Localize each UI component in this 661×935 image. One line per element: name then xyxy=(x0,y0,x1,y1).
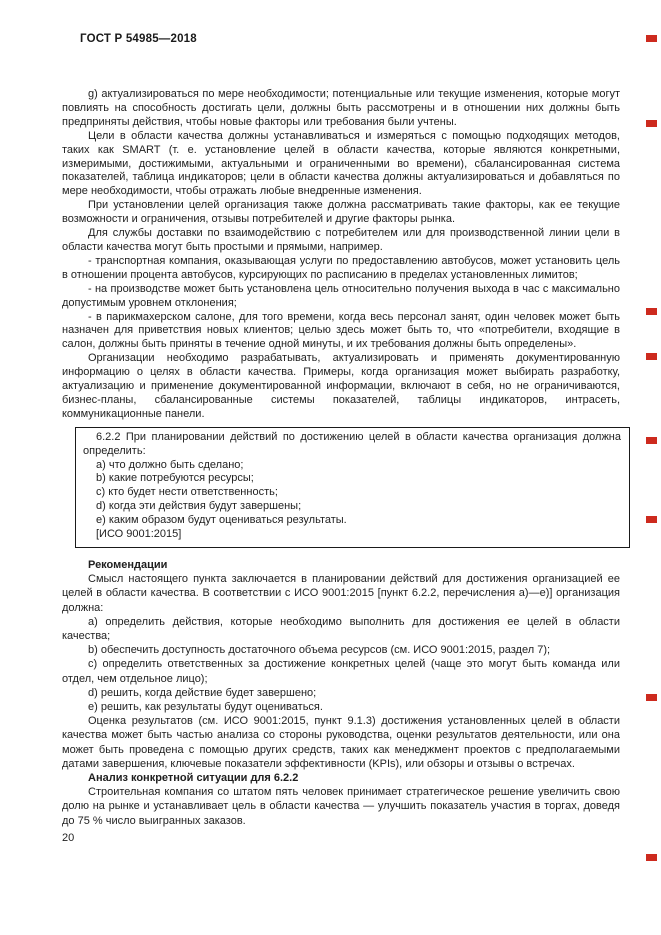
recommendations-item-b: b) обеспечить доступность достаточного объема ресурсов (см. ИСО 9001:2015, раздел 7); xyxy=(88,644,551,657)
recommendations-item-c: c) определить ответственных за достижение конкретных целей (чаще это могут быть команда или отдел, чем отдельное лицо); xyxy=(62,658,620,685)
quote-box-source: [ИСО 9001:2015] xyxy=(96,528,182,541)
document-header: ГОСТ Р 54985—2018 xyxy=(80,33,197,45)
list-item-production: - на производстве может быть установлена цель относительно получения выхода в час с максимально допустимым уровнем отклонения; xyxy=(62,282,620,309)
quote-box-intro: 6.2.2 При планировании действий по достижению целей в области качества организация должна определить: xyxy=(83,430,621,457)
annotation-marker xyxy=(646,120,657,127)
annotation-marker xyxy=(646,854,657,861)
paragraph-g: g) актуализироваться по мере необходимости; потенциальные или текущие изменения, которые могут повлиять на способность достигать цели, должны быть рассмотрены и в отношении них должны быть предприняты действия, чтобы новые факторы или требования были учтены. xyxy=(62,88,620,128)
quote-box-item-a: a) что должно быть сделано; xyxy=(96,458,244,471)
quote-box-item-e: e) каким образом будут оцениваться результаты. xyxy=(96,514,347,527)
quote-box xyxy=(75,427,630,548)
recommendations-item-a: a) определить действия, которые необходимо выполнить для достижения ее целей в области качества; xyxy=(62,615,620,643)
annotation-marker xyxy=(646,308,657,315)
quote-box-item-d: d) когда эти действия будут завершены; xyxy=(96,500,302,513)
recommendations-intro: Смысл настоящего пункта заключается в планировании действий для достижения организацией ее целей в области качества. В соответствии с ИСО 9001:2015 [пункт 6.2.2, перечисления a)—e)] организация должна: xyxy=(62,573,620,614)
page-content xyxy=(62,88,620,845)
annotation-marker xyxy=(646,516,657,523)
page-number: 20 xyxy=(62,831,75,844)
annotation-marker xyxy=(646,437,657,444)
quote-box-item-c: c) кто будет нести ответственность; xyxy=(96,486,278,499)
list-item-salon: - в парикмахерском салоне, для того времени, когда весь персонал занят, один человек может быть назначен для приветствия новых клиентов; целью здесь может быть то, что «потребители, входящие в салон, должны быть приняты в течение одной минуты, и их требования должны быть определены». xyxy=(62,310,620,351)
paragraph-delivery: Для службы доставки по взаимодействию с потребителем или для производственной линии цели в области качества могут быть простыми и прямыми, например. xyxy=(62,227,620,253)
recommendations-item-e: e) решить, как результаты будут оцениваться. xyxy=(88,701,323,714)
paragraph-goals-smart: Цели в области качества должны устанавливаться и измеряться с помощью подходящих методов, таких как SMART (т. е. установление целей в области качества, которые являются конкретными, измеримыми, достижимыми, актуальными и ограниченными во времени), сбалансированная система показателей, таблица индикаторов; цели в области качества должны актуализироваться и добавляться по мере необходимости, чтобы отражать любые внедренные изменения. xyxy=(62,129,620,198)
annotation-marker xyxy=(646,35,657,42)
recommendations-item-d: d) решить, когда действие будет завершено; xyxy=(88,686,317,699)
case-study-text: Строительная компания со штатом пять человек принимает стратегическое решение увеличить свою долю на рынке и устанавливает цель в области качества — улучшить показатель участия в торгах, доведя до 75 % число выигранных заказов. xyxy=(62,786,620,827)
recommendations-evaluation: Оценка результатов (см. ИСО 9001:2015, пункт 9.1.3) достижения установленных целей в области качества может быть частью анализа со стороны руководства, оценки результатов деятельности, или она может быть проведена с помощью других средств, таких как менеджмент проектов с предполагаемыми датами завершения, ключевые показатели эффективности (KPIs), или обзоры и отзывы о встречах. xyxy=(62,715,620,770)
list-item-transport: - транспортная компания, оказывающая услуги по предоставлению автобусов, может установить цель в отношении процента автобусов, курсирующих по расписанию в пределах установленных лимитов; xyxy=(62,254,620,281)
recommendations-title: Рекомендации xyxy=(88,559,168,571)
quote-box-item-b: b) какие потребуются ресурсы; xyxy=(96,472,254,485)
paragraph-documented-info: Организации необходимо разрабатывать, актуализировать и применять документированную информацию о целях в области качества. Примеры, когда организация может выбирать разработку, актуализацию и применение документированной информации, включают в себя, но не ограничиваются, бизнес-планы, сбалансированные системы показателей, таблицы индикаторов, интрасеть, коммуникационные панели. xyxy=(62,352,620,420)
case-study-title: Анализ конкретной ситуации для 6.2.2 xyxy=(88,772,299,785)
paragraph-factors: При установлении целей организация также должна рассматривать такие факторы, как ее текущие возможности и ограничения, отзывы потребителей и другие факторы рынка. xyxy=(62,199,620,226)
annotation-marker xyxy=(646,694,657,701)
annotation-marker xyxy=(646,353,657,360)
